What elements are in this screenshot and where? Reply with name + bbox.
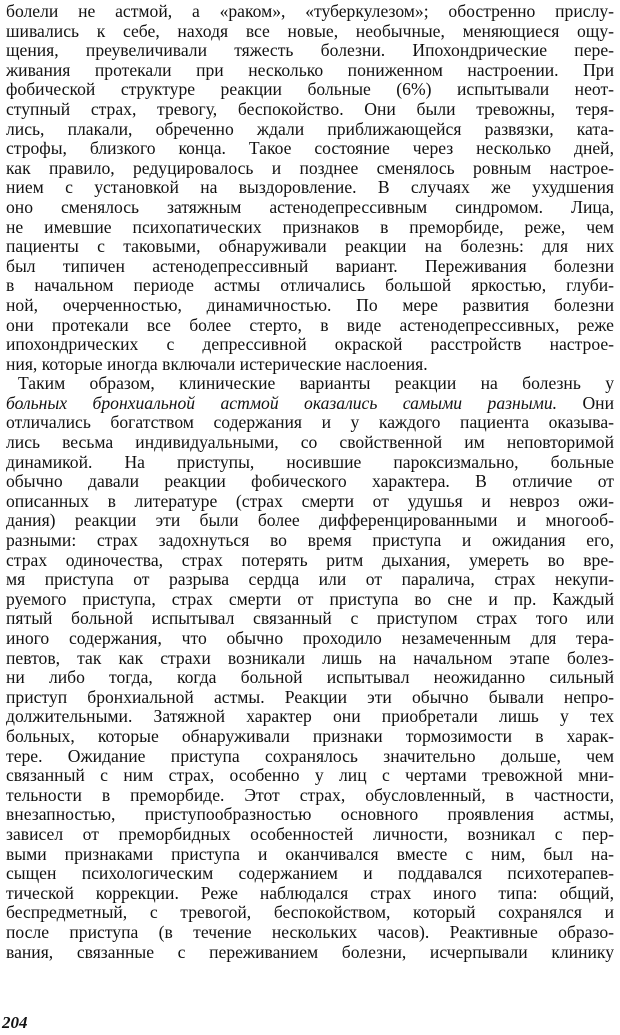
- text-line: лись весьма индивидуальными, со свойственной им неповторимой: [6, 433, 614, 453]
- text-line: в начальном периоде астмы отличались большой яркостью, глуби-: [6, 276, 614, 296]
- text-line: строфы, близкого конца. Такое состояние через несколько дней,: [6, 139, 614, 159]
- text-line: связанный с ним страх, особенно у лиц с чертами тревожной мни-: [6, 766, 614, 786]
- text-line: должительными. Затяжной характер они приобретали лишь у тех: [6, 707, 614, 727]
- text-line: ипохондрических с депрессивной окраской расстройств настрое-: [6, 335, 614, 355]
- text-line: руемого приступа, страх смерти от приступа во сне и пр. Каждый: [6, 589, 614, 609]
- text-line: ной, очерченностью, динамичностью. По мере развития болезни: [6, 295, 614, 315]
- text-line: беспредметный, с тревогой, беспокойством, который сохранялся и: [6, 903, 614, 923]
- text-line: описанных в литературе (страх смерти от удушья и невроз ожи-: [6, 491, 614, 511]
- body-text: [6, 2, 614, 962]
- text-line: как правило, редуцировалось и позднее сменялось ровным настрое-: [6, 158, 614, 178]
- text-line: шивались к себе, находя все новые, необычные, меняющиеся ощу-: [6, 21, 614, 41]
- text-line: динамикой. На приступы, носившие пароксизмально, больные: [6, 452, 614, 472]
- text-line: фобической структуре реакции больные (6%) испытывали неот-: [6, 80, 614, 100]
- text-line: иного содержания, что обычно проходило незамеченным для тера-: [6, 629, 614, 648]
- italic-emphasis: больных бронхиальной астмой оказались самыми разными.: [6, 393, 558, 413]
- text-line: живания протекали при несколько пониженном настроении. При: [6, 60, 614, 80]
- text-line: после приступа (в течение нескольких часов). Реактивные образо-: [6, 922, 614, 942]
- text-line: тере. Ожидание приступа сохранялось значительно дольше, чем: [6, 746, 614, 766]
- text-line: щения, преувеличивали тяжесть болезни. Ипохондрические пере-: [6, 41, 614, 61]
- text-line: вания, связанные с переживанием болезни, исчерпывали клинику: [6, 942, 614, 962]
- text-line: ни либо тогда, когда больной испытывал неожиданно сильный: [6, 668, 614, 688]
- text-line: они протекали все более стерто, в виде астенодепрессивных, реже: [6, 315, 614, 335]
- text-line: отличались богатством содержания и у каждого пациента оказыва-: [6, 413, 614, 433]
- text-line: ступный страх, тревогу, беспокойство. Они были тревожны, теря-: [6, 99, 614, 119]
- text-line: пациенты с таковыми, обнаруживали реакции на болезнь: для них: [6, 237, 614, 257]
- text-line: певтов, так как страхи возникали лишь на начальном этапе болез-: [6, 648, 614, 668]
- text-line: разными: страх задохнуться во время приступа и ожидания его,: [6, 531, 614, 551]
- text-line-italic-emphasis: [6, 394, 614, 414]
- text-line: был типичен астенодепрессивный вариант. Переживания болезни: [6, 256, 614, 276]
- text-line: лись, плакали, обреченно ждали приближающейся развязки, ката-: [6, 119, 614, 139]
- text-line: мя приступа от разрыва сердца или от паралича, страх некупи-: [6, 570, 614, 590]
- text-line: пятый больной испытывал связанный с приступом страх того или: [6, 609, 614, 629]
- text-line: ния, которые иногда включали истерические наслоения.: [6, 354, 428, 374]
- text-line: обычно давали реакции фобического характера. В отличие от: [6, 472, 614, 492]
- text-fragment: Они: [557, 393, 614, 413]
- text-line: страх одиночества, страх потерять ритм дыхания, умереть во вре-: [6, 550, 614, 570]
- text-line: оно сменялось затяжным астенодепрессивным синдромом. Лица,: [6, 197, 614, 217]
- text-line: тельности в преморбиде. Этот страх, обусловленный, в частности,: [6, 785, 614, 805]
- text-line: приступ бронхиальной астмы. Реакции эти обычно бывали непро-: [6, 687, 614, 707]
- text-line: Таким образом, клинические варианты реакции на болезнь у: [18, 374, 614, 394]
- text-line: выми признаками приступа и оканчивался вместе с ним, был на-: [6, 844, 614, 864]
- text-line: болели не астмой, а «раком», «туберкулезом»; обостренно прислу-: [6, 2, 614, 21]
- text-line: нием с установкой на выздоровление. В случаях же ухудшения: [6, 178, 614, 198]
- text-line: дания) реакции эти были более дифференцированными и многооб-: [6, 511, 614, 531]
- text-line: зависел от преморбидных особенностей личности, возникал с пер-: [6, 824, 614, 844]
- text-line: внезапностью, приступообразностью основного проявления астмы,: [6, 805, 614, 825]
- text-line: не имевшие психопатических признаков в преморбиде, реже, чем: [6, 217, 614, 237]
- page-number: 204: [2, 1013, 28, 1032]
- text-line: больных, которые обнаруживали признаки тормозимости в харак-: [6, 726, 614, 746]
- text-line: сыщен психологическим содержанием и поддавался психотерапев-: [6, 864, 614, 884]
- text-line: тической коррекции. Реже наблюдался страх иного типа: общий,: [6, 883, 614, 903]
